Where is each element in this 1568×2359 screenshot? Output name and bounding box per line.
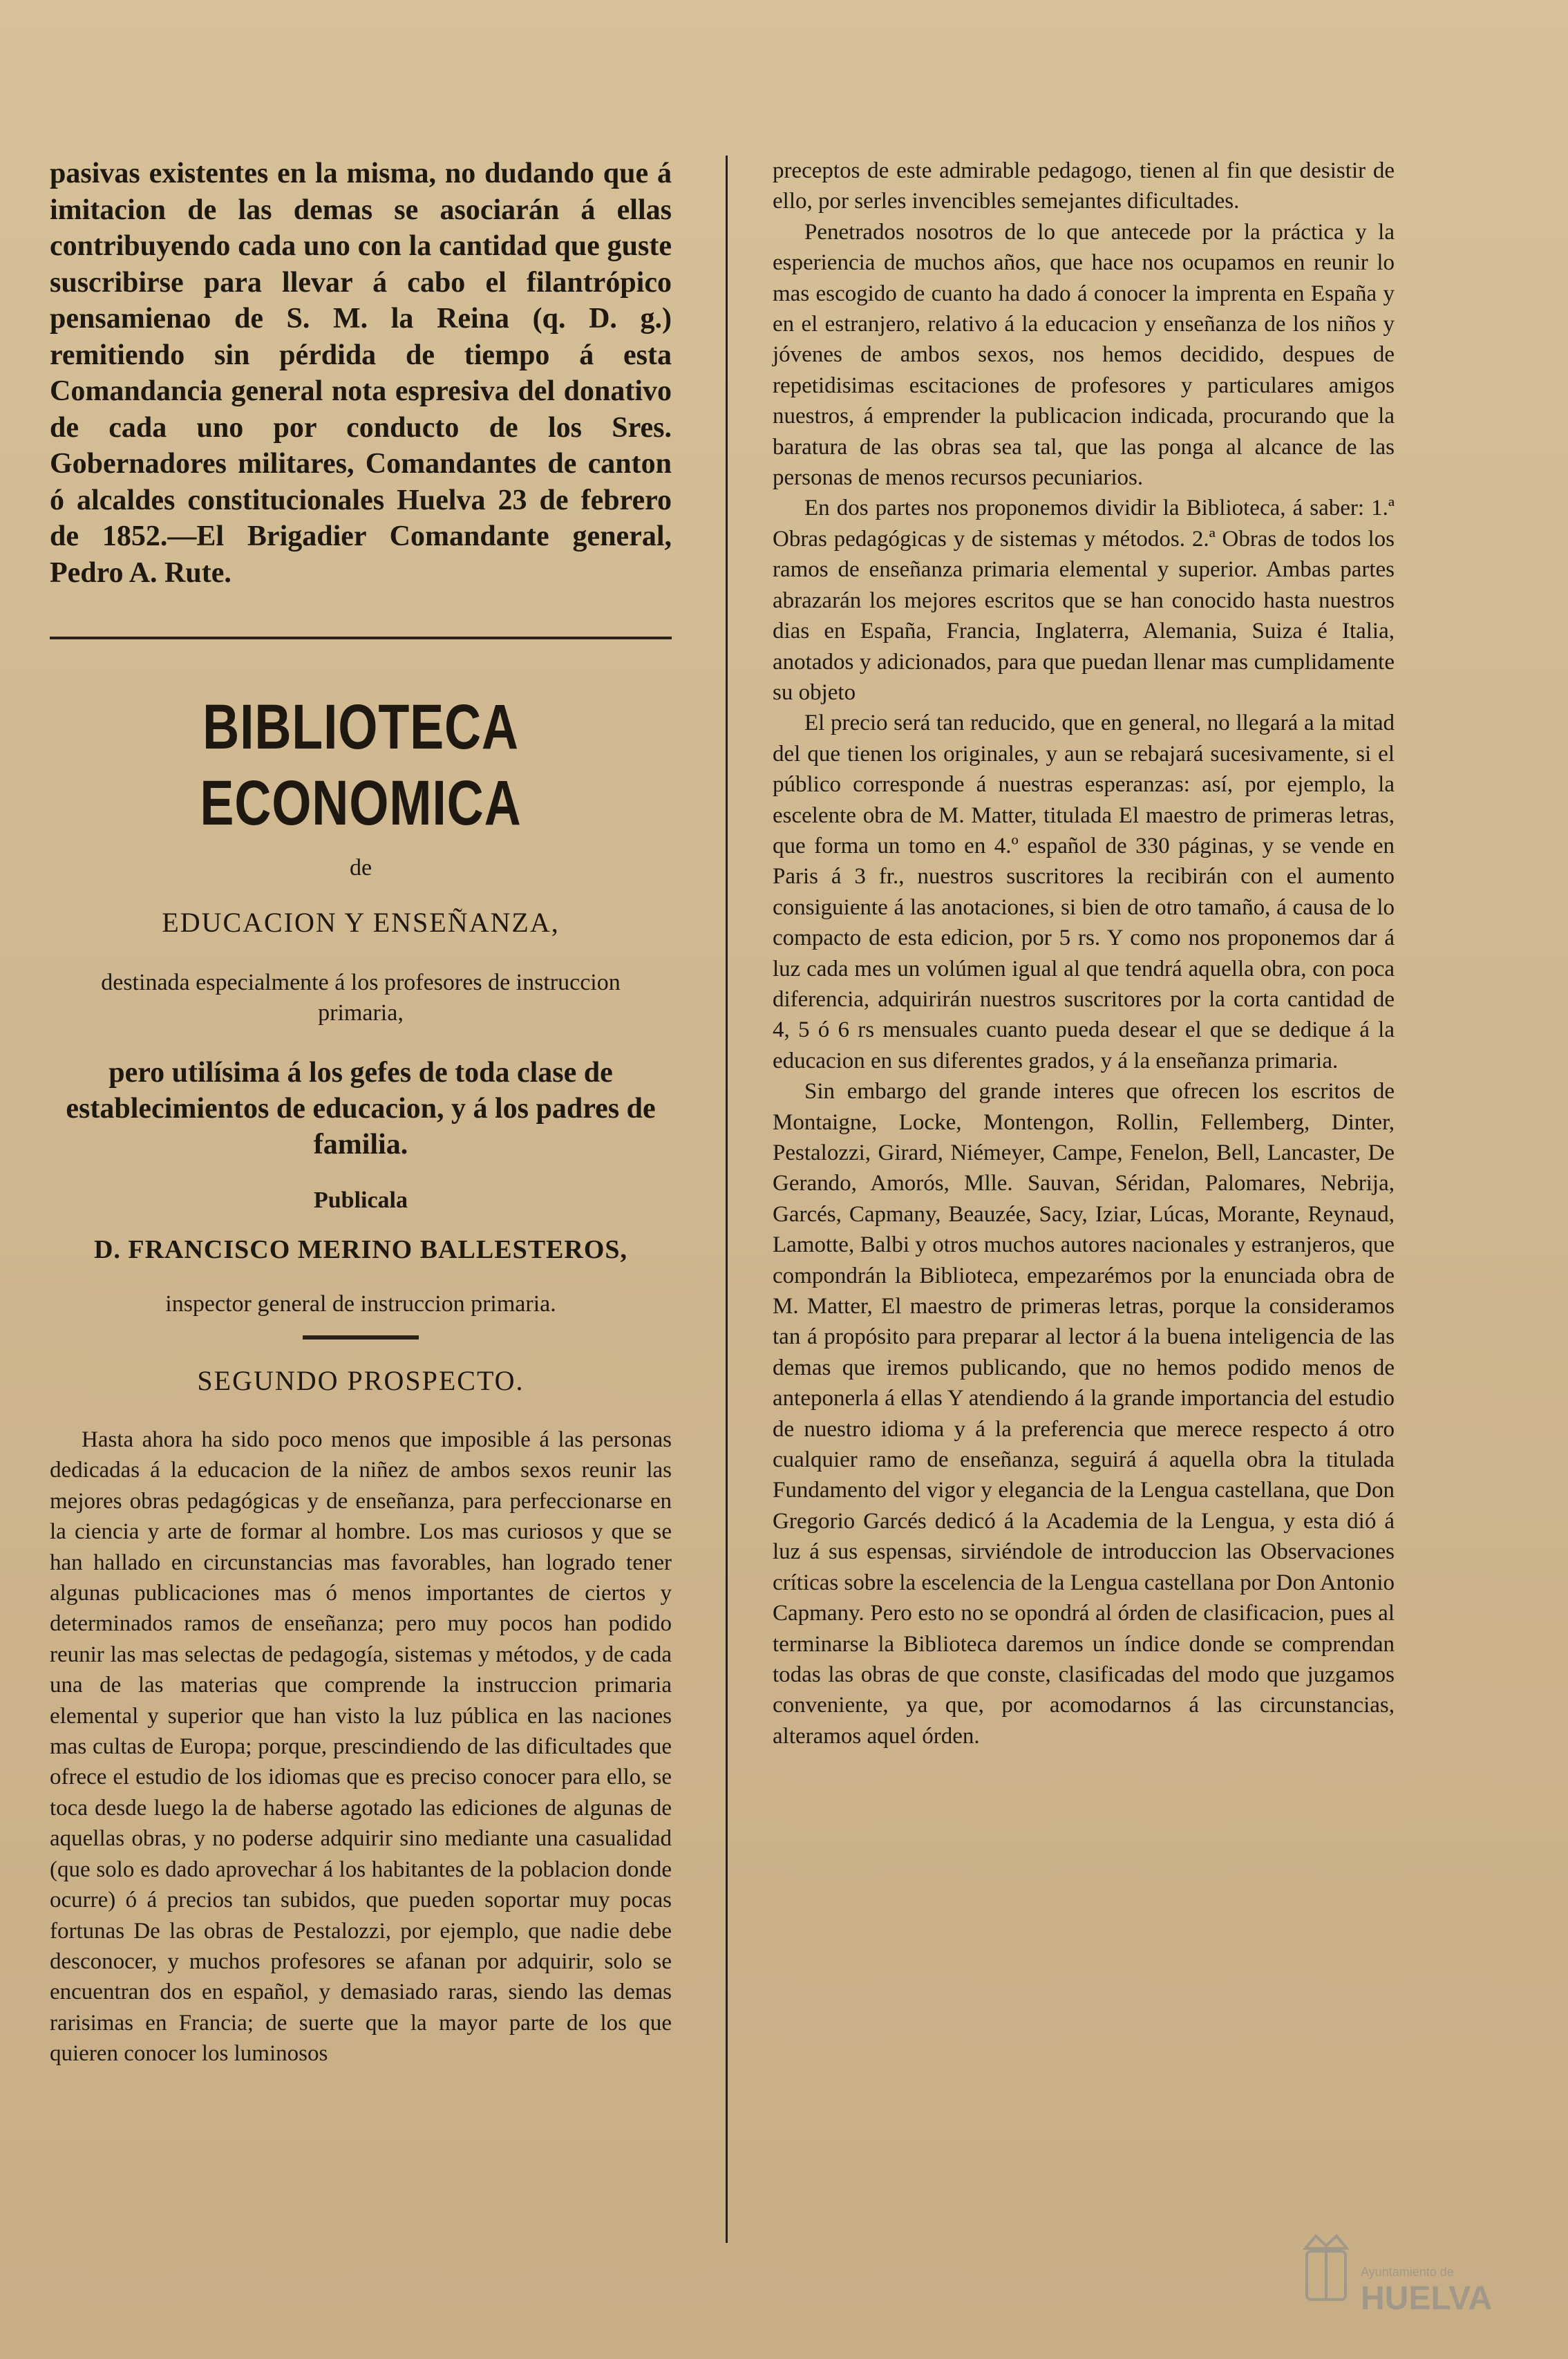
masthead-subtitle: EDUCACION Y ENSEÑANZA,	[162, 907, 560, 938]
body-paragraph: Penetrados nosotros de lo que antecede por la práctica y la esperiencia de muchos años, que hace nos ocupamos en reunir lo mas escogido de cuanto ha dado á conocer la imprenta en España y en el estranjero, relativo á la educacion y enseñanza de los niños y jóvenes de ambos sexos, nos hemos decidido, despues de repetidisimas escitaciones de profesores y particulares amigos nuestros, á emprender la publicacion indicada, procurando que la baratura de las obras sea tal, que las ponga al alcance de las personas de menos recursos pecuniarios.	[773, 219, 1395, 491]
body-paragraph: El precio será tan reducido, que en general, no llegará a la mitad del que tienen los originales, y aun se rebajará sucesivamente, si el público corresponde á nuestras esperanzas: así, por ejemplo, la escelente obra de M. Matter, titulada El maestro de primeras letras, que forma un tomo en 4.º español de 330 páginas, y se vende en Paris á 3 fr., nuestros suscritores la recibirán con el aumento consiguiente á las anotaciones, si bien de otro tamaño, á causa de lo compacto de esta edicion, por 5 rs. Y como nos proponemos dar á luz cada mes un volúmen igual al que tendrá aquella obra, con poca diferencia, adquirirán nuestros suscritores por la corta cantidad de 4, 5 ó 6 rs mensuales cuanto pueda desear el que se dedique á la educacion en sus diferentes grados, y á la enseñanza primaria.	[773, 711, 1395, 1073]
author-name: D. FRANCISCO MERINO BALLESTEROS,	[93, 1235, 628, 1264]
body-paragraph: preceptos de este admirable pedagogo, tienen al fin que desistir de ello, por serles invencibles semejantes dificultades.	[773, 158, 1395, 214]
right-column	[773, 156, 1395, 1751]
crown-shield-icon	[1292, 2228, 1527, 2331]
section-divider	[50, 637, 672, 639]
title-connector: de	[349, 855, 372, 881]
short-divider	[303, 1335, 419, 1340]
watermark-line2: HUELVA	[1361, 2280, 1493, 2317]
body-paragraph: En dos partes nos proponemos dividir la Biblioteca, á saber: 1.ª Obras pedagógicas y de sistemas y métodos. 2.ª Obras de todos los ramos de enseñanza primaria elemental y superior. Ambas partes abrazarán los mejores escritos que se han conocido hasta nuestros dias en España, Francia, Inglaterra, Alemania, Suiza é Italia, anotados y adicionados, para que puedan llenar mas cumplidamente su objeto	[773, 496, 1395, 705]
column-divider	[726, 156, 728, 2243]
masthead-title: BIBLIOTECA ECONOMICA	[200, 692, 522, 838]
audience-bold: pero utilísima á los gefes de toda clase de establecimientos de educacion, y á los padres de familia.	[66, 1057, 656, 1160]
audience-line: destinada especialmente á los profesores de instruccion primaria,	[101, 970, 621, 1026]
body-paragraph: Hasta ahora ha sido poco menos que imposible á las personas dedicadas á la educacion de la niñez de ambos sexos reunir las mejores obras pedagógicas y de enseñanza, para perfeccionarse en la ciencia y arte de formar al hombre. Los mas curiosos y que se han hallado en circunstancias mas favorables, han logrado tener algunas publicaciones mas ó menos importantes de ciertos y determinados ramos de enseñanza; pero muy pocos han podido reunir las mas selectas de pedagogía, sistemas y métodos, y de cada una de las materias que comprende la instruccion primaria elemental y superior que han visto la luz pública en las naciones mas cultas de Europa; porque, prescindiendo de las dificultades que ofrece el estudio de los idiomas que es preciso conocer para ello, se toca desde luego la de haberse agotado las ediciones de algunas de aquellas obras, y no poderse adquirir sino mediante una casualidad (que solo es dado aprovechar á los habitantes de la poblacion donde ocurre) ó á precios tan subidos, que pueden soportar muy pocas fortunas De las obras de Pestalozzi, por ejemplo, que nadie debe desconocer, y muchos profesores se afanan por adquirir, solo se encuentran dos en español, y demasiado raras, siendo las demas rarisimas en Francia; de suerte que la mayor parte de los que quieren conocer los luminosos	[50, 1427, 672, 2067]
publisher-label: Publicala	[313, 1187, 408, 1213]
watermark-line1: Ayuntamiento de	[1361, 2265, 1454, 2279]
left-column	[50, 156, 672, 2069]
body-paragraph: Sin embargo del grande interes que ofrecen los escritos de Montaigne, Locke, Montengon, Rollin, Fellemberg, Dinter, Pestalozzi, Girard, Niémeyer, Campe, Fenelon, Bell, Lancaster, De Gerando, Amorós, Mlle. Sauvan, Séridan, Palomares, Nebrija, Garcés, Capmany, Beauzée, Sacy, Iziar, Lúcas, Morante, Reynaud, Lamotte, Balbi y otros muchos autores nacionales y estranjeros, que compondrán la Biblioteca, empezarémos por la enunciada obra de M. Matter, El maestro de primeras letras, porque la consideramos tan á propósito para preparar al lector á la buena inteligencia de las demas que iremos publicando, que no hemos podido menos de anteponerla á ellas Y atendiendo á la grande importancia del estudio de nuestro idioma y á la preferencia que merece respecto á otro cualquier ramo de enseñanza, seguirá á aquella obra la titulada Fundamento del vigor y elegancia de la Lengua castellana, que Don Gregorio Garcés dedicó á la Academia de la Lengua, y esta dió á luz á sus espensas, sirviéndole de introduccion las Observaciones críticas sobre la escelencia de la Lengua castellana por Don Antonio Capmany. Pero esto no se opondrá al órden de clasificacion, pues al terminarse la Biblioteca daremos un índice donde se comprendan todas las obras de que conste, clasificadas del modo que juzgamos conveniente, ya que, por acomodarnos á las circunstancias, alteramos aquel órden.	[773, 1079, 1395, 1749]
author-title: inspector general de instruccion primaria.	[165, 1291, 556, 1317]
section-heading: SEGUNDO PROSPECTO.	[197, 1365, 525, 1396]
intro-paragraph: pasivas existentes en la misma, no dudando que á imitacion de las demas se asociarán á ellas contribuyendo cada uno con la cantidad que guste suscribirse para llevar á cabo el filantrópico pensamienao de S. M. la Reina (q. D. g.) remitiendo sin pérdida de tiempo á esta Comandancia general nota espresiva del donativo de cada uno por conducto de los Sres. Gobernadores militares, Comandantes de canton ó alcaldes constitucionales Huelva 23 de febrero de 1852.—El Brigadier Comandante general, Pedro A. Rute.	[50, 158, 672, 589]
archive-watermark	[1292, 2228, 1527, 2331]
